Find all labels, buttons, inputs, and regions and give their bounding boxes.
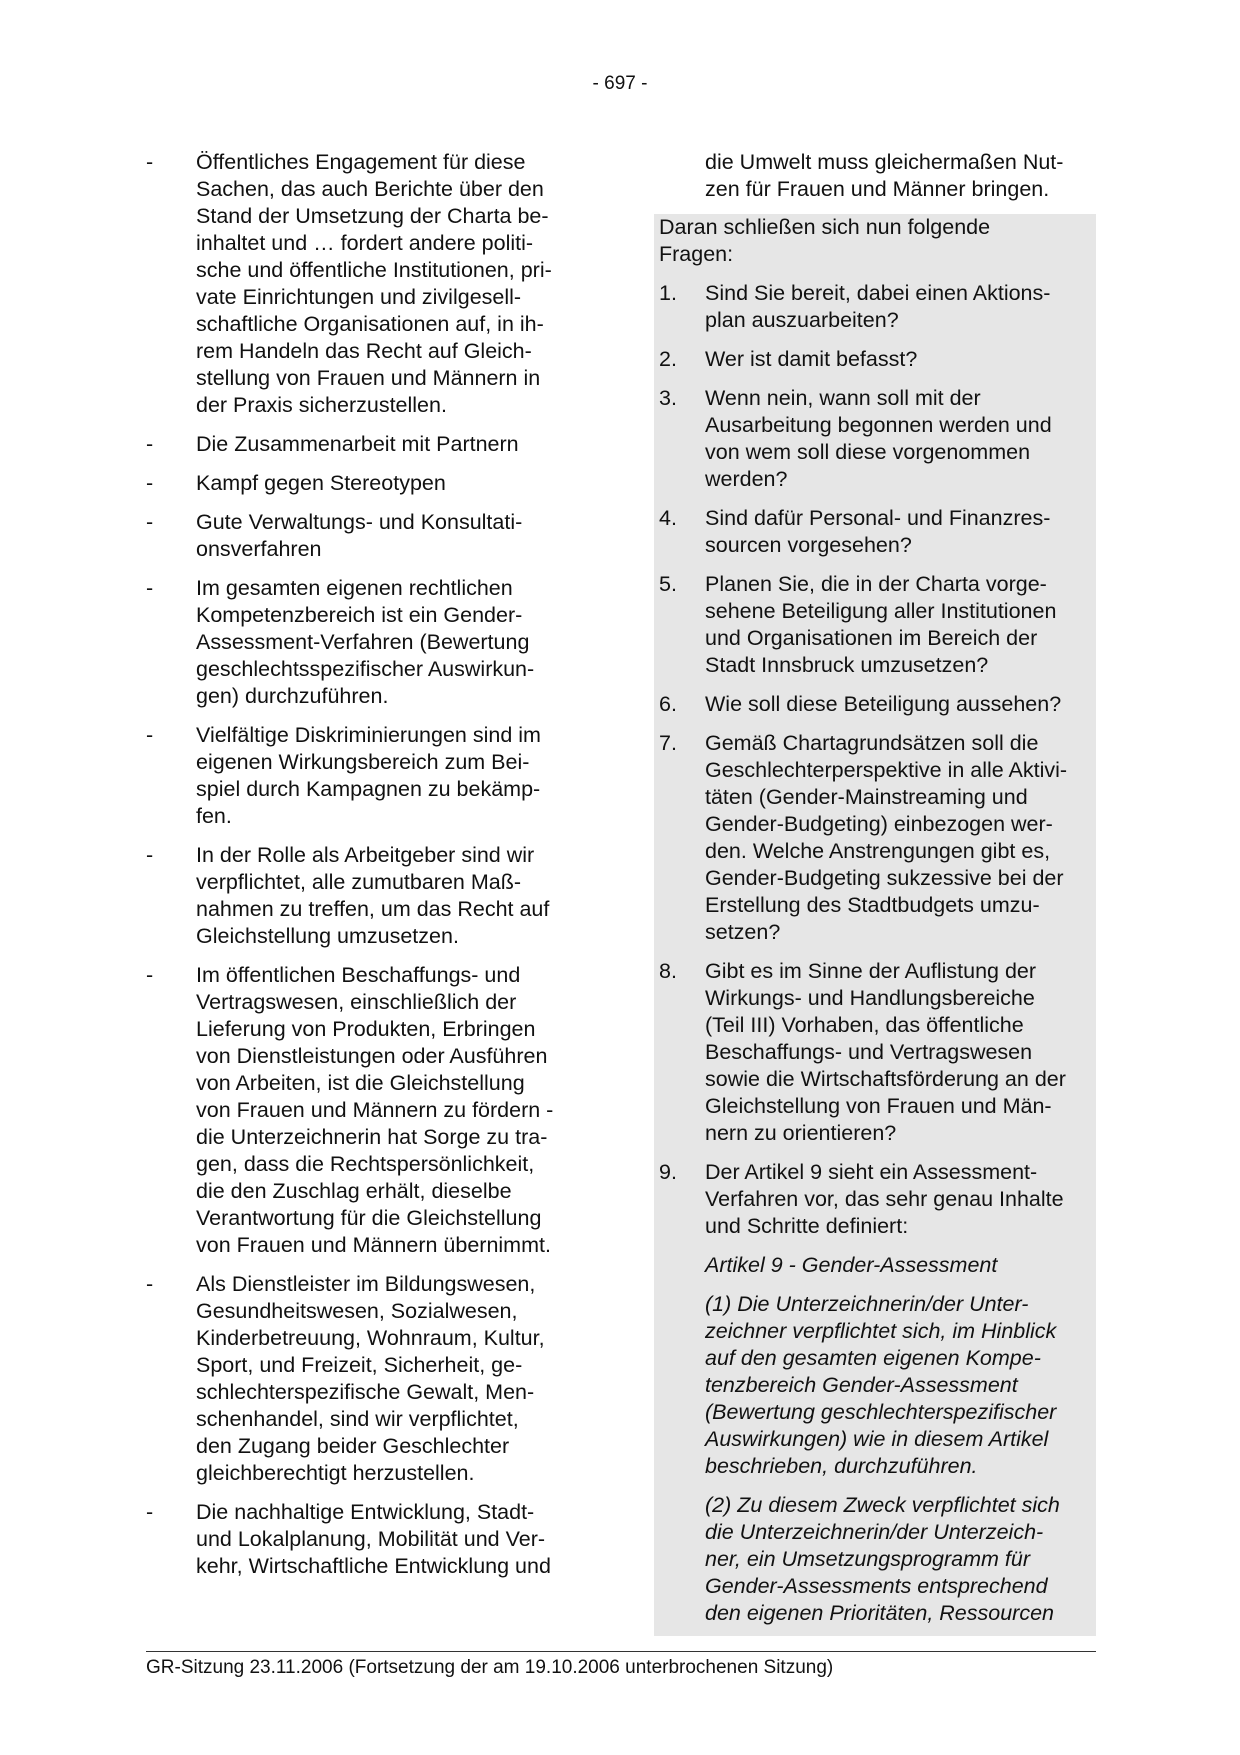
bullet-dash: - [146,432,154,456]
right-column [659,149,1099,203]
question-number: 5. [659,572,677,596]
list-item-text: Im gesamten eigenen rechtlichen Kompetenzbereich ist ein Gender- Assessment-Verfahren (Bewertung geschlechtsspezifischer Auswirkun- gen) durchzuführen. [196,576,535,708]
bullet-dash: - [146,1272,154,1296]
bullet-dash: - [146,843,154,867]
list-item-text: Die nachhaltige Entwicklung, Stadt- und Lokalplanung, Mobilität und Ver- kehr, Wirtschaftliche Entwicklung und [196,1500,551,1578]
question-item [659,958,1095,1147]
list-item-text: In der Rolle als Arbeitgeber sind wir verpflichtet, alle zumutbaren Maß- nahmen zu treffen, um das Recht auf Gleichstellung umzusetzen. [196,843,550,948]
question-text: Gibt es im Sinne der Auflistung der Wirkungs- und Handlungsbereiche (Teil III) Vorhaben, das öffentliche Beschaffungs- und Vertragswesen sowie die Wirtschaftsförderung an der Gleichstellung von Frauen und Män- nern zu orientieren? [705,959,1066,1145]
question-item [659,1159,1095,1240]
article-paragraph-1: (1) Die Unterzeichnerin/der Unter- zeichner verpflichtet sich, im Hinblick auf den gesamten eigenen Kompe- tenzbereich Gender-Assessment (Bewertung geschlechterspezifischer Auswirkungen) wie in diesem Artikel beschrieben, durchzuführen. [705,1292,1057,1478]
question-number: 6. [659,692,677,716]
list-item-text: Im öffentlichen Beschaffungs- und Vertragswesen, einschließlich der Lieferung von Produkten, Erbringen von Dienstleistungen oder Ausführen von Arbeiten, ist die Gleichstellung von Frauen und Männern zu fördern - die Unterzeichnerin hat Sorge zu tra- gen, dass die Rechtspersönlichkeit, die den Zuschlag erhält, dieselbe Verantwortung für die Gleichstellung von Frauen und Männern übernimmt. [196,963,554,1257]
left-column [146,149,586,1592]
page-number: - 697 - [592,73,648,94]
questions-content [659,214,1095,1639]
bullet-dash: - [146,510,154,534]
question-item [659,691,1095,718]
question-number: 1. [659,281,677,305]
question-item [659,280,1095,334]
question-number: 2. [659,347,677,371]
question-number: 9. [659,1160,677,1184]
bullet-dash: - [146,723,154,747]
question-number: 7. [659,731,677,755]
footer-divider [146,1651,1096,1652]
list-item-text: Die Zusammenarbeit mit Partnern [196,432,519,456]
list-item-text: Kampf gegen Stereotypen [196,471,446,495]
list-item [146,470,586,497]
question-text: Der Artikel 9 sieht ein Assessment- Verfahren vor, das sehr genau Inhalte und Schritte definiert: [705,1160,1064,1238]
list-item-text: Vielfältige Diskriminierungen sind im eigenen Wirkungsbereich zum Bei- spiel durch Kampagnen zu bekämp- fen. [196,723,541,828]
bullet-dash: - [146,1500,154,1524]
question-text: Wer ist damit befasst? [705,347,918,371]
article-title: Artikel 9 - Gender-Assessment [705,1253,998,1277]
continuation-text: die Umwelt muss gleichermaßen Nut- zen für Frauen und Männer bringen. [705,150,1064,201]
footer-text: GR-Sitzung 23.11.2006 (Fortsetzung der am 19.10.2006 unterbrochenen Sitzung) [146,1657,834,1678]
question-number: 3. [659,386,677,410]
bullet-dash: - [146,150,154,174]
list-item-text: Als Dienstleister im Bildungswesen, Gesundheitswesen, Sozialwesen, Kinderbetreuung, Wohnraum, Kultur, Sport, und Freizeit, Sicherheit, ge- schlechterspezifische Gewalt, Men- schenhandel, sind wir verpflichtet, den Zugang beider Geschlechter gleichberechtigt herzustellen. [196,1272,545,1485]
question-item [659,505,1095,559]
question-text: Wie soll diese Beteiligung aussehen? [705,692,1062,716]
list-item [146,575,586,710]
list-item [146,509,586,563]
question-text: Wenn nein, wann soll mit der Ausarbeitung begonnen werden und von wem soll diese vorgenommen werden? [705,386,1052,491]
list-item [146,722,586,830]
question-text: Sind Sie bereit, dabei einen Aktions- plan auszuarbeiten? [705,281,1051,332]
question-text: Gemäß Chartagrundsätzen soll die Geschlechterperspektive in alle Aktivi- täten (Gender-Mainstreaming und Gender-Budgeting) einbezogen wer- den. Welche Anstrengungen gibt es, Gender-Budgeting sukzessive bei der Erstellung des Stadtbudgets umzu- setzen? [705,731,1068,944]
question-number: 4. [659,506,677,530]
list-item-text: Gute Verwaltungs- und Konsultati- onsverfahren [196,510,523,561]
question-text: Planen Sie, die in der Charta vorge- sehene Beteiligung aller Institutionen und Organisationen im Bereich der Stadt Innsbruck umzusetzen? [705,572,1057,677]
list-item [146,1499,586,1580]
list-item [146,842,586,950]
bullet-dash: - [146,471,154,495]
list-item [146,1271,586,1487]
list-item-text: Öffentliches Engagement für diese Sachen, das auch Berichte über den Stand der Umsetzung der Charta be- inhaltet und … fordert andere politi- sche und öffentliche Institutionen, pri- vate Einrichtungen und zivilgesell- schaftliche Organisationen auf, in ih- rem Handeln das Recht auf Gleich- stellung von Frauen und Männern in der Praxis sicherzustellen. [196,150,552,417]
question-item [659,730,1095,946]
question-item [659,346,1095,373]
question-item [659,385,1095,493]
list-item [146,149,586,419]
bullet-dash: - [146,576,154,600]
article-paragraph-2: (2) Zu diesem Zweck verpflichtet sich die Unterzeichnerin/der Unterzeich- ner, ein Umsetzungsprogramm für Gender-Assessments entsprechend den eigenen Prioritäten, Ressourcen [705,1493,1060,1625]
question-item [659,571,1095,679]
questions-intro: Daran schließen sich nun folgende Fragen: [659,215,991,266]
bullet-dash: - [146,963,154,987]
list-item [146,431,586,458]
question-number: 8. [659,959,677,983]
question-text: Sind dafür Personal- und Finanzres- sourcen vorgesehen? [705,506,1051,557]
list-item [146,962,586,1259]
